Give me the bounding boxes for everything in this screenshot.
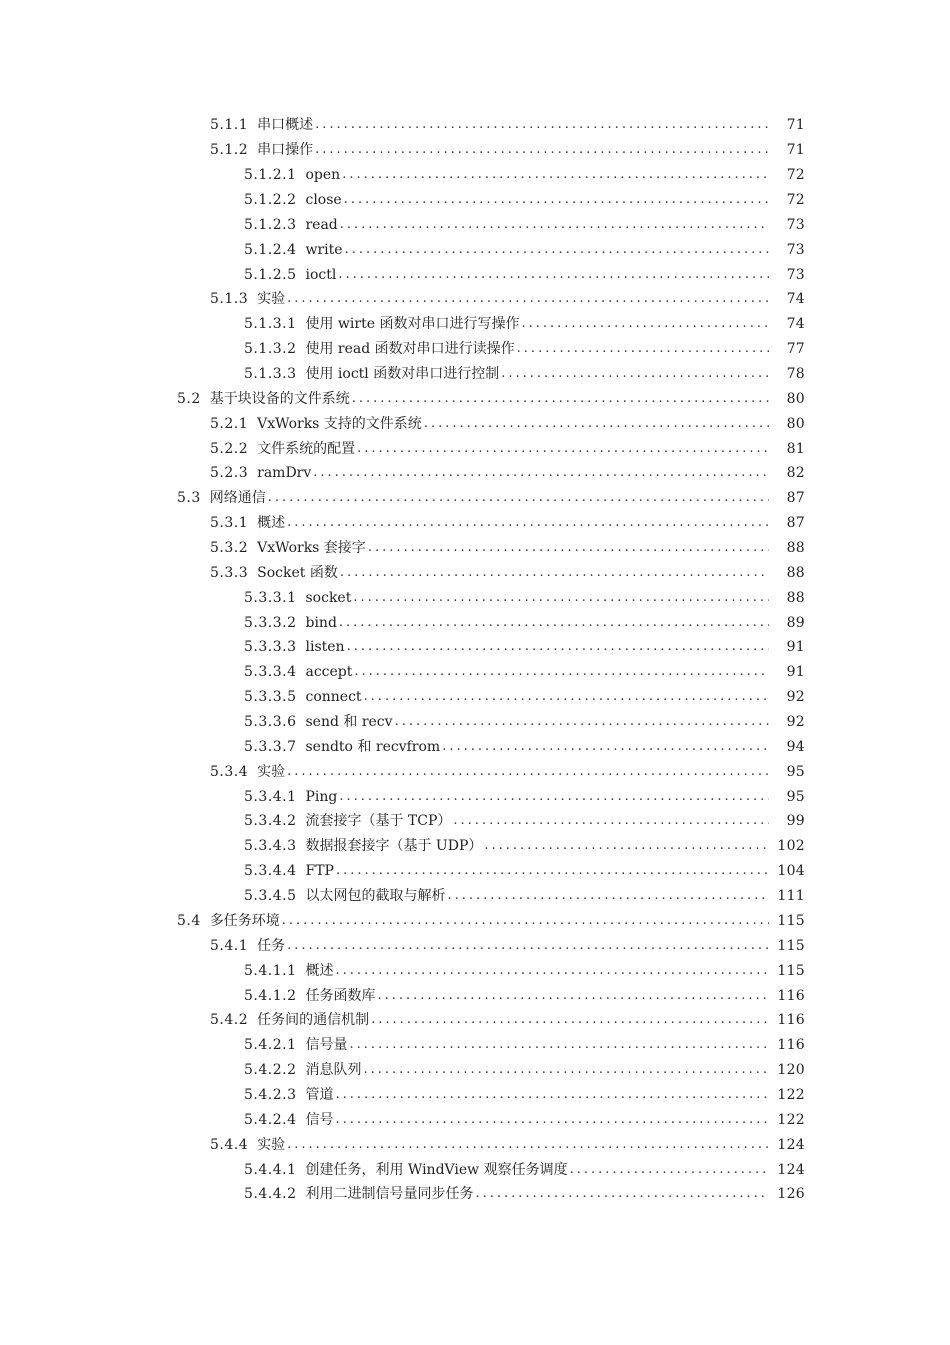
toc-entry[interactable] bbox=[0, 212, 950, 237]
dot-leader bbox=[268, 490, 769, 506]
toc-entry-page-number: 126 bbox=[777, 1186, 805, 1203]
toc-entry-page-number: 73 bbox=[786, 241, 805, 258]
toc-entry-title: write bbox=[305, 241, 343, 258]
toc-entry-number: 5.4.4.1 bbox=[244, 1161, 297, 1178]
dot-leader bbox=[570, 1162, 769, 1178]
toc-entry-page-number: 73 bbox=[786, 216, 805, 233]
toc-entry-number: 5.4.2.2 bbox=[244, 1062, 297, 1079]
toc-entry[interactable] bbox=[0, 1008, 950, 1033]
dot-leader bbox=[349, 1037, 769, 1053]
toc-entry-page-number: 99 bbox=[786, 813, 805, 830]
dot-leader bbox=[335, 963, 769, 979]
toc-entry-number: 5.3.3 bbox=[210, 564, 249, 581]
toc-entry-page-number: 124 bbox=[777, 1161, 805, 1178]
toc-entry-number: 5.3.4 bbox=[210, 763, 249, 780]
dot-leader bbox=[363, 1062, 769, 1078]
dot-leader bbox=[287, 764, 769, 780]
toc-entry-number: 5.4 bbox=[177, 912, 201, 929]
toc-entry-title: socket bbox=[305, 589, 352, 606]
toc-entry-title: 使用 read 函数对串口进行读操作 bbox=[305, 341, 515, 358]
toc-entry-page-number: 102 bbox=[777, 838, 805, 855]
toc-entry-page-number: 124 bbox=[777, 1136, 805, 1153]
toc-entry-title: 信号 bbox=[305, 1111, 334, 1128]
toc-entry-page-number: 87 bbox=[786, 515, 805, 532]
toc-entry[interactable] bbox=[0, 486, 950, 511]
toc-entry[interactable] bbox=[0, 536, 950, 561]
toc-entry-title: open bbox=[305, 167, 341, 184]
toc-entry-page-number: 71 bbox=[786, 117, 805, 134]
toc-entry-page-number: 122 bbox=[777, 1086, 805, 1103]
dot-leader bbox=[395, 714, 769, 730]
toc-entry-title: 消息队列 bbox=[305, 1062, 362, 1079]
toc-entry-page-number: 89 bbox=[786, 614, 805, 631]
toc-entry[interactable] bbox=[0, 1107, 950, 1132]
dot-leader bbox=[501, 366, 769, 382]
toc-entry-title: 任务间的通信机制 bbox=[257, 1012, 370, 1029]
toc-entry-title: 以太网包的截取与解析 bbox=[305, 888, 446, 905]
toc-entry-number: 5.4.2 bbox=[210, 1012, 249, 1029]
toc-entry[interactable] bbox=[0, 660, 950, 685]
toc-entry[interactable] bbox=[0, 1132, 950, 1157]
toc-entry-page-number: 115 bbox=[777, 937, 805, 954]
toc-entry-title: 串口操作 bbox=[257, 142, 314, 159]
toc-entry-page-number: 91 bbox=[786, 664, 805, 681]
dot-leader bbox=[484, 838, 769, 854]
toc-entry[interactable] bbox=[0, 585, 950, 610]
toc-entry-title: read bbox=[305, 216, 338, 233]
toc-entry-page-number: 78 bbox=[786, 366, 805, 383]
toc-entry[interactable] bbox=[0, 834, 950, 859]
toc-entry-title: bind bbox=[305, 614, 337, 631]
dot-leader bbox=[340, 565, 769, 581]
dot-leader bbox=[424, 416, 769, 432]
dot-leader bbox=[475, 1186, 769, 1202]
toc-entry-page-number: 72 bbox=[786, 167, 805, 184]
toc-entry-number: 5.3.3.2 bbox=[244, 614, 297, 631]
toc-entry-page-number: 88 bbox=[786, 540, 805, 557]
toc-entry[interactable] bbox=[0, 436, 950, 461]
toc-entry-title: 流套接字（基于 TCP） bbox=[305, 813, 452, 830]
dot-leader bbox=[377, 988, 769, 1004]
toc-entry-title: FTP bbox=[305, 863, 334, 880]
toc-entry-title: send 和 recv bbox=[305, 714, 393, 731]
dot-leader bbox=[371, 1012, 769, 1028]
toc-entry-number: 5.4.1 bbox=[210, 937, 249, 954]
toc-entry-page-number: 80 bbox=[786, 415, 805, 432]
toc-entry-title: 创建任务，利用 WindView 观察任务调度 bbox=[305, 1161, 568, 1178]
toc-entry-page-number: 74 bbox=[786, 291, 805, 308]
toc-entry-title: 网络通信 bbox=[209, 490, 266, 507]
toc-entry-number: 5.3.3.6 bbox=[244, 714, 297, 731]
dot-leader bbox=[339, 615, 769, 631]
dot-leader bbox=[364, 689, 769, 705]
toc-entry[interactable] bbox=[0, 113, 950, 138]
toc-entry[interactable] bbox=[0, 1058, 950, 1083]
dot-leader bbox=[287, 291, 769, 307]
toc-entry-number: 5.3.3.7 bbox=[244, 738, 297, 755]
dot-leader bbox=[357, 441, 769, 457]
toc-entry-title: 利用二进制信号量同步任务 bbox=[305, 1186, 474, 1203]
dot-leader bbox=[353, 590, 769, 606]
toc-entry[interactable] bbox=[0, 560, 950, 585]
toc-entry-number: 5.1.1 bbox=[210, 117, 249, 134]
dot-leader bbox=[342, 167, 769, 183]
toc-entry-number: 5.3.3.1 bbox=[244, 589, 297, 606]
dot-leader bbox=[354, 664, 769, 680]
toc-entry-number: 5.3.3.4 bbox=[244, 664, 297, 681]
toc-entry[interactable] bbox=[0, 859, 950, 884]
toc-entry-title: close bbox=[305, 192, 342, 208]
toc-entry[interactable] bbox=[0, 1083, 950, 1108]
toc-entry-page-number: 115 bbox=[777, 912, 805, 929]
toc-entry-page-number: 88 bbox=[786, 589, 805, 606]
toc-entry-title: connect bbox=[305, 689, 362, 706]
toc-entry-page-number: 116 bbox=[777, 1037, 805, 1054]
toc-entry-page-number: 115 bbox=[777, 962, 805, 979]
toc-entry[interactable] bbox=[0, 784, 950, 809]
toc-entry[interactable] bbox=[0, 461, 950, 486]
toc-entry-title: sendto 和 recvfrom bbox=[305, 738, 441, 755]
toc-entry-title: 多任务环境 bbox=[209, 912, 280, 929]
toc-entry-number: 5.3 bbox=[177, 490, 201, 507]
toc-entry-number: 5.2.2 bbox=[210, 440, 249, 457]
dot-leader bbox=[287, 515, 769, 531]
toc-entry-title: 概述 bbox=[257, 515, 286, 532]
toc-entry-number: 5.4.2.3 bbox=[244, 1086, 297, 1103]
toc-entry[interactable] bbox=[0, 511, 950, 536]
toc-entry-title: listen bbox=[305, 639, 345, 656]
toc-entry[interactable] bbox=[0, 933, 950, 958]
toc-entry-title: Socket 函数 bbox=[257, 564, 338, 581]
toc-entry[interactable] bbox=[0, 1033, 950, 1058]
toc-entry-title: ioctl bbox=[305, 266, 337, 283]
toc-entry-number: 5.4.2.1 bbox=[244, 1037, 297, 1054]
toc-entry-title: 文件系统的配置 bbox=[257, 440, 356, 457]
toc-entry-number: 5.2.1 bbox=[210, 415, 249, 432]
toc-entry[interactable] bbox=[0, 1182, 950, 1207]
toc-entry[interactable] bbox=[0, 958, 950, 983]
toc-entry-page-number: 104 bbox=[777, 863, 805, 880]
toc-entry-number: 5.4.2.4 bbox=[244, 1111, 297, 1128]
toc-entry-title: 概述 bbox=[305, 962, 334, 979]
toc-entry[interactable] bbox=[0, 884, 950, 909]
table-of-contents bbox=[0, 113, 950, 1207]
toc-entry-title: 使用 ioctl 函数对串口进行控制 bbox=[305, 366, 500, 383]
toc-entry-number: 5.1.2.5 bbox=[244, 266, 297, 283]
toc-entry-number: 5.3.4.1 bbox=[244, 788, 297, 805]
toc-entry-page-number: 73 bbox=[786, 266, 805, 283]
toc-entry[interactable] bbox=[0, 685, 950, 710]
toc-entry-page-number: 122 bbox=[777, 1111, 805, 1128]
toc-entry-page-number: 91 bbox=[786, 639, 805, 656]
toc-entry[interactable] bbox=[0, 610, 950, 635]
dot-leader bbox=[347, 639, 769, 655]
toc-entry-number: 5.1.2 bbox=[210, 142, 249, 159]
toc-entry-number: 5.3.4.2 bbox=[244, 813, 297, 830]
toc-entry-page-number: 74 bbox=[786, 316, 805, 333]
toc-entry-title: ramDrv bbox=[257, 465, 312, 482]
toc-entry-number: 5.3.4.5 bbox=[244, 888, 297, 905]
toc-entry-page-number: 120 bbox=[777, 1062, 805, 1079]
toc-entry-number: 5.3.2 bbox=[210, 540, 249, 557]
dot-leader bbox=[345, 242, 769, 258]
dot-leader bbox=[521, 316, 769, 332]
dot-leader bbox=[338, 267, 769, 283]
toc-entry[interactable] bbox=[0, 337, 950, 362]
toc-entry-number: 5.4.4.2 bbox=[244, 1186, 297, 1203]
dot-leader bbox=[287, 1137, 769, 1153]
toc-entry-page-number: 82 bbox=[786, 465, 805, 482]
toc-entry-title: 数据报套接字（基于 UDP） bbox=[305, 838, 483, 855]
toc-entry[interactable] bbox=[0, 734, 950, 759]
toc-entry[interactable] bbox=[0, 312, 950, 337]
dot-leader bbox=[315, 117, 769, 133]
toc-entry-title: 实验 bbox=[257, 291, 286, 308]
toc-entry-number: 5.1.2.1 bbox=[244, 167, 297, 184]
toc-entry[interactable] bbox=[0, 163, 950, 188]
toc-entry[interactable] bbox=[0, 188, 950, 213]
toc-entry-title: 信号量 bbox=[305, 1037, 348, 1054]
toc-entry[interactable] bbox=[0, 759, 950, 784]
dot-leader bbox=[336, 863, 769, 879]
dot-leader bbox=[335, 1112, 769, 1128]
dot-leader bbox=[287, 938, 769, 954]
toc-entry-title: accept bbox=[305, 664, 353, 681]
toc-entry[interactable] bbox=[0, 809, 950, 834]
toc-entry-number: 5.4.1.2 bbox=[244, 987, 297, 1004]
toc-entry-page-number: 116 bbox=[777, 1012, 805, 1029]
dot-leader bbox=[335, 1087, 769, 1103]
toc-entry[interactable] bbox=[0, 710, 950, 735]
toc-entry-number: 5.1.2.3 bbox=[244, 216, 297, 233]
dot-leader bbox=[442, 739, 769, 755]
toc-entry-title: VxWorks 支持的文件系统 bbox=[257, 415, 422, 432]
toc-entry[interactable] bbox=[0, 909, 950, 934]
toc-entry[interactable] bbox=[0, 262, 950, 287]
toc-entry-number: 5.2 bbox=[177, 390, 201, 407]
toc-entry-title: 基于块设备的文件系统 bbox=[209, 390, 350, 407]
toc-entry-number: 5.3.3.5 bbox=[244, 689, 297, 706]
dot-leader bbox=[282, 913, 769, 929]
dot-leader bbox=[340, 217, 769, 233]
toc-entry-title: Ping bbox=[305, 788, 338, 805]
dot-leader bbox=[447, 888, 769, 904]
toc-entry-page-number: 80 bbox=[786, 390, 805, 407]
dot-leader bbox=[368, 540, 769, 556]
toc-entry[interactable] bbox=[0, 287, 950, 312]
toc-entry-number: 5.3.1 bbox=[210, 515, 249, 532]
toc-entry-number: 5.1.3.2 bbox=[244, 341, 297, 358]
toc-entry-number: 5.1.2.2 bbox=[244, 192, 297, 208]
toc-entry-number: 5.1.3.1 bbox=[244, 316, 297, 333]
toc-entry-number: 5.1.3.3 bbox=[244, 366, 297, 383]
dot-leader bbox=[315, 142, 769, 158]
toc-entry-page-number: 72 bbox=[786, 192, 805, 208]
toc-entry-title: 串口概述 bbox=[257, 117, 314, 134]
toc-entry-page-number: 77 bbox=[786, 341, 805, 358]
toc-entry-page-number: 95 bbox=[786, 788, 805, 805]
dot-leader bbox=[339, 789, 769, 805]
toc-entry-number: 5.1.3 bbox=[210, 291, 249, 308]
toc-entry-number: 5.2.3 bbox=[210, 465, 249, 482]
toc-entry-page-number: 94 bbox=[786, 738, 805, 755]
toc-entry[interactable] bbox=[0, 635, 950, 660]
toc-entry-number: 5.3.4.3 bbox=[244, 838, 297, 855]
toc-entry-page-number: 92 bbox=[786, 714, 805, 731]
toc-entry-page-number: 88 bbox=[786, 564, 805, 581]
toc-entry-number: 5.1.2.4 bbox=[244, 241, 297, 258]
toc-entry[interactable] bbox=[0, 237, 950, 262]
toc-entry-page-number: 92 bbox=[786, 689, 805, 706]
toc-entry-page-number: 95 bbox=[786, 763, 805, 780]
toc-entry[interactable] bbox=[0, 1157, 950, 1182]
dot-leader bbox=[352, 391, 769, 407]
toc-entry-title: 任务 bbox=[257, 937, 286, 954]
toc-entry[interactable] bbox=[0, 362, 950, 387]
toc-entry-number: 5.4.4 bbox=[210, 1136, 249, 1153]
toc-entry[interactable] bbox=[0, 983, 950, 1008]
toc-entry-title: 实验 bbox=[257, 1136, 286, 1153]
toc-entry-page-number: 87 bbox=[786, 490, 805, 507]
dot-leader bbox=[344, 192, 769, 208]
toc-entry-page-number: 111 bbox=[777, 888, 805, 905]
toc-entry-number: 5.4.1.1 bbox=[244, 962, 297, 979]
dot-leader bbox=[453, 813, 769, 829]
toc-entry[interactable] bbox=[0, 411, 950, 436]
toc-entry-title: 实验 bbox=[257, 763, 286, 780]
toc-entry-title: 任务函数库 bbox=[305, 987, 376, 1004]
toc-entry-page-number: 81 bbox=[786, 440, 805, 457]
toc-entry-title: 使用 wirte 函数对串口进行写操作 bbox=[305, 316, 520, 333]
toc-entry-page-number: 71 bbox=[786, 142, 805, 159]
toc-entry-number: 5.3.4.4 bbox=[244, 863, 297, 880]
toc-entry[interactable] bbox=[0, 138, 950, 163]
toc-entry[interactable] bbox=[0, 386, 950, 411]
toc-entry-title: VxWorks 套接字 bbox=[257, 540, 366, 557]
dot-leader bbox=[313, 465, 769, 481]
toc-entry-page-number: 116 bbox=[777, 987, 805, 1004]
toc-entry-title: 管道 bbox=[305, 1086, 334, 1103]
toc-entry-number: 5.3.3.3 bbox=[244, 639, 297, 656]
dot-leader bbox=[517, 341, 769, 357]
